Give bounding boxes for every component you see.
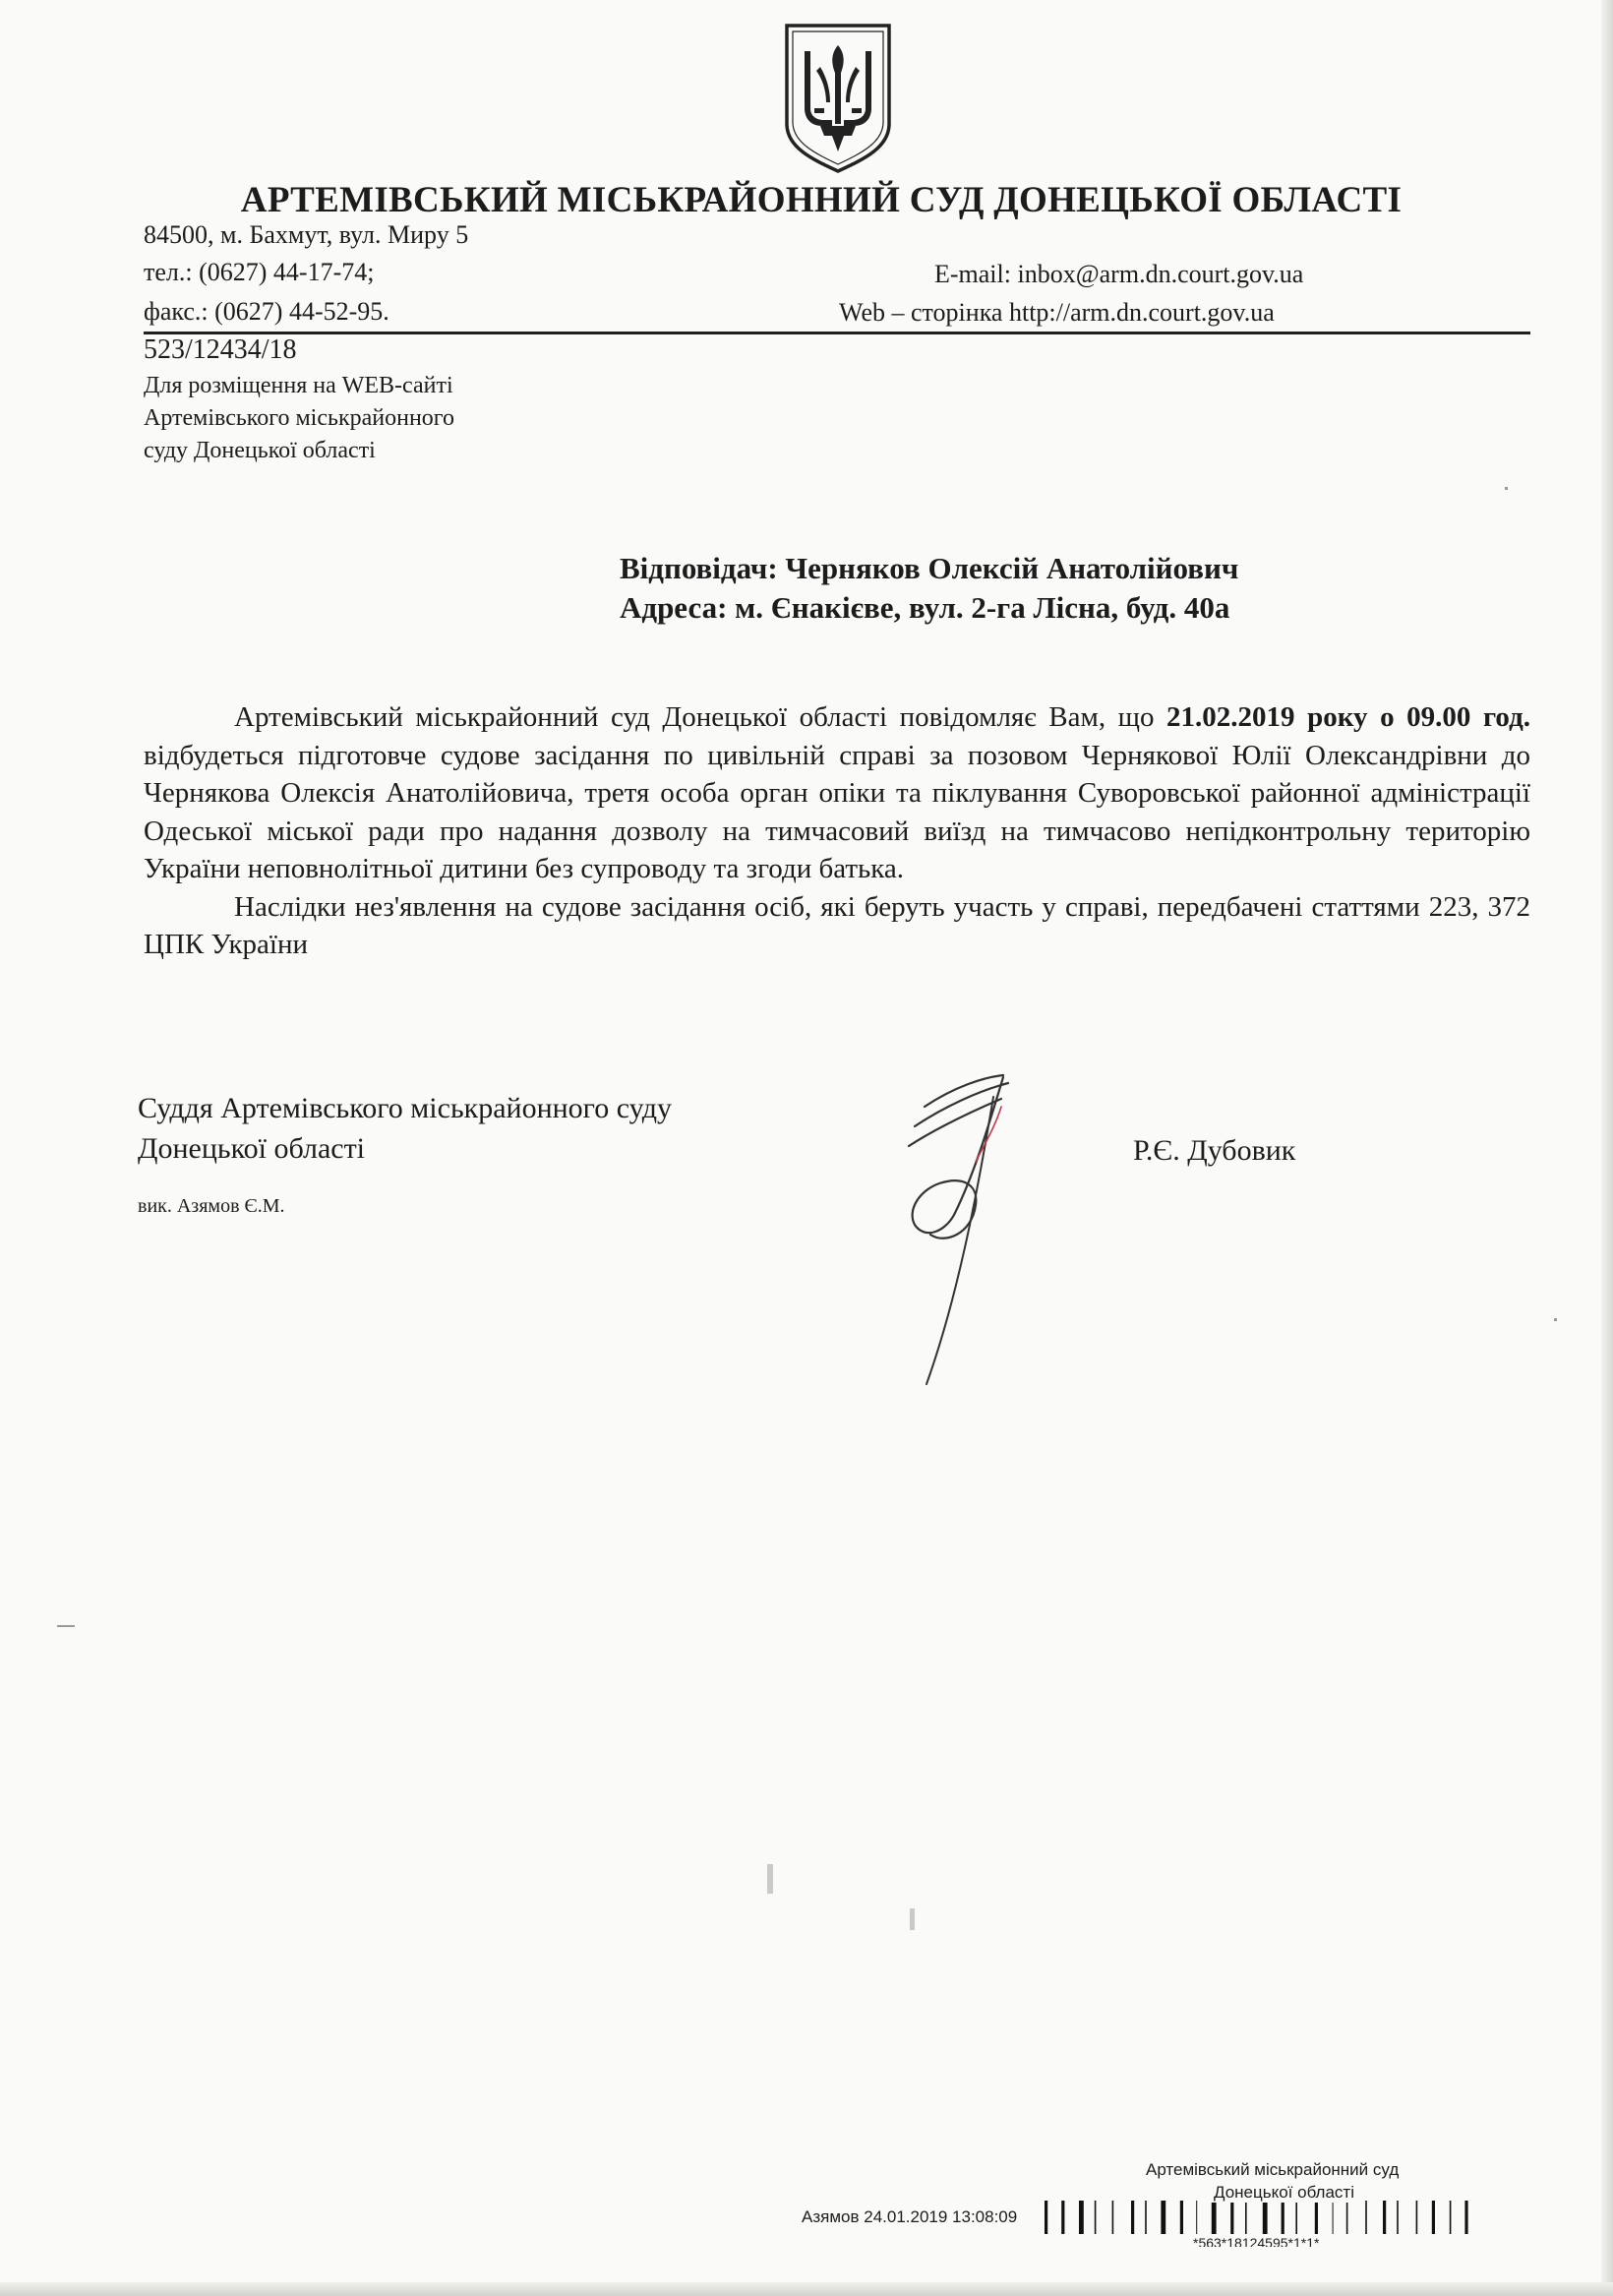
web-note-line: Артемівського міськрайонного xyxy=(144,405,455,431)
notice-body xyxy=(144,698,1530,964)
scan-edge-bottom xyxy=(0,2282,1613,2296)
recipient-block xyxy=(620,549,1238,628)
judge-title-line: Донецької області xyxy=(138,1132,366,1165)
barcode-number: *563*18124595*1*1* xyxy=(1193,2235,1320,2247)
barcode-bar xyxy=(1245,2201,1247,2234)
notice-details: відбудеться підготовче судове засідання по цивільній справі за позовом Чернякової Юлії Олександрівни до Чернякова Олексія Анатолійовича, третя особа орган опіки та піклування Суворовської районної адміністрації Одеської міської ради про надання дозволу на тимчасовий виїзд на тимчасово непідконтрольну територію України неповнолітньої дитини без супроводу та згоди батька. xyxy=(144,739,1530,884)
barcode-bar xyxy=(1397,2201,1399,2234)
barcode-bar xyxy=(1045,2201,1047,2234)
barcode-bar xyxy=(1061,2201,1064,2234)
barcode-bar xyxy=(1230,2201,1233,2234)
stamp-author-timestamp: Азямов 24.01.2019 13:08:09 xyxy=(802,2207,1018,2226)
executor-note: вик. Азямов Є.М. xyxy=(138,1195,285,1217)
barcode-bar xyxy=(1315,2201,1318,2234)
court-website: Web – сторінка http://arm.dn.court.gov.ua xyxy=(839,298,1275,327)
barcode-bar xyxy=(1464,2201,1467,2234)
court-fax: факс.: (0627) 44-52-95. xyxy=(144,297,389,326)
judge-name: Р.Є. Дубовик xyxy=(1133,1134,1296,1167)
defendant-address: Адреса: м. Єнакієве, вул. 2-га Лісна, буд. 40а xyxy=(620,590,1230,625)
case-number: 523/12434/18 xyxy=(144,334,297,365)
court-phone: тел.: (0627) 44-17-74; xyxy=(144,258,375,286)
court-name-heading: АРТЕМІВСЬКИЙ МІСЬКРАЙОННИЙ СУД ДОНЕЦЬКОЇ ОБЛАСТІ xyxy=(240,180,1403,220)
scan-speck xyxy=(910,1908,915,1930)
scan-edge-right xyxy=(1601,0,1613,2296)
web-note-line: суду Донецької області xyxy=(144,438,376,463)
notice-intro: Артемівський міськрайонний суд Донецької області повідомляє Вам, що xyxy=(234,701,1167,733)
header-divider xyxy=(144,332,1530,334)
judge-title-line: Суддя Артемівського міськрайонного суду xyxy=(138,1092,673,1124)
web-placement-note xyxy=(144,370,454,467)
handwritten-signature xyxy=(885,1067,1033,1392)
court-email: E-mail: inbox@arm.dn.court.gov.ua xyxy=(934,260,1304,288)
barcode-bar xyxy=(1416,2201,1418,2234)
barcode-bar xyxy=(1112,2201,1114,2234)
judge-title xyxy=(138,1088,672,1169)
barcode-bar xyxy=(1432,2201,1435,2234)
barcode-bar xyxy=(1282,2201,1284,2234)
barcode-bar xyxy=(1333,2201,1334,2234)
defendant-name: Відповідач: Черняков Олексій Анатолійович xyxy=(620,551,1239,585)
notice-paragraph-2: Наслідки нез'явлення на судове засідання осіб, які беруть участь у справі, передбачені статтями 223, 372 ЦПК України xyxy=(144,890,1530,960)
barcode-bar xyxy=(1079,2201,1084,2234)
document-barcode xyxy=(1045,2201,1526,2236)
barcode-bar xyxy=(1196,2201,1197,2234)
court-address: 84500, м. Бахмут, вул. Миру 5 xyxy=(144,220,469,249)
web-note-line: Для розміщення на WEB-сайті xyxy=(144,373,453,398)
barcode-bar xyxy=(1295,2201,1297,2234)
scan-speck xyxy=(57,1625,75,1627)
barcode-bar xyxy=(1161,2201,1165,2234)
barcode-bar xyxy=(1180,2201,1183,2234)
barcode-bar xyxy=(1131,2201,1134,2234)
scan-speck xyxy=(767,1864,773,1894)
notice-paragraph-1 xyxy=(144,698,1530,888)
barcode-bar xyxy=(1212,2201,1217,2234)
barcode-bar xyxy=(1383,2201,1386,2234)
stamp-region: Донецької області xyxy=(1210,2183,1358,2203)
barcode-bar xyxy=(1095,2201,1097,2234)
barcode-bar xyxy=(1450,2201,1452,2234)
scan-speck xyxy=(1505,487,1508,490)
barcode-bar xyxy=(1145,2201,1147,2234)
stamp-court-name: Артемівський міськрайонний суд xyxy=(1146,2160,1400,2179)
barcode-bar xyxy=(1365,2201,1367,2234)
coat-of-arms-icon xyxy=(781,22,895,175)
hearing-datetime: 21.02.2019 року о 09.00 год. xyxy=(1166,701,1530,733)
scan-speck xyxy=(1554,1318,1557,1321)
barcode-bar xyxy=(1263,2201,1268,2234)
barcode-bar xyxy=(1346,2201,1348,2234)
